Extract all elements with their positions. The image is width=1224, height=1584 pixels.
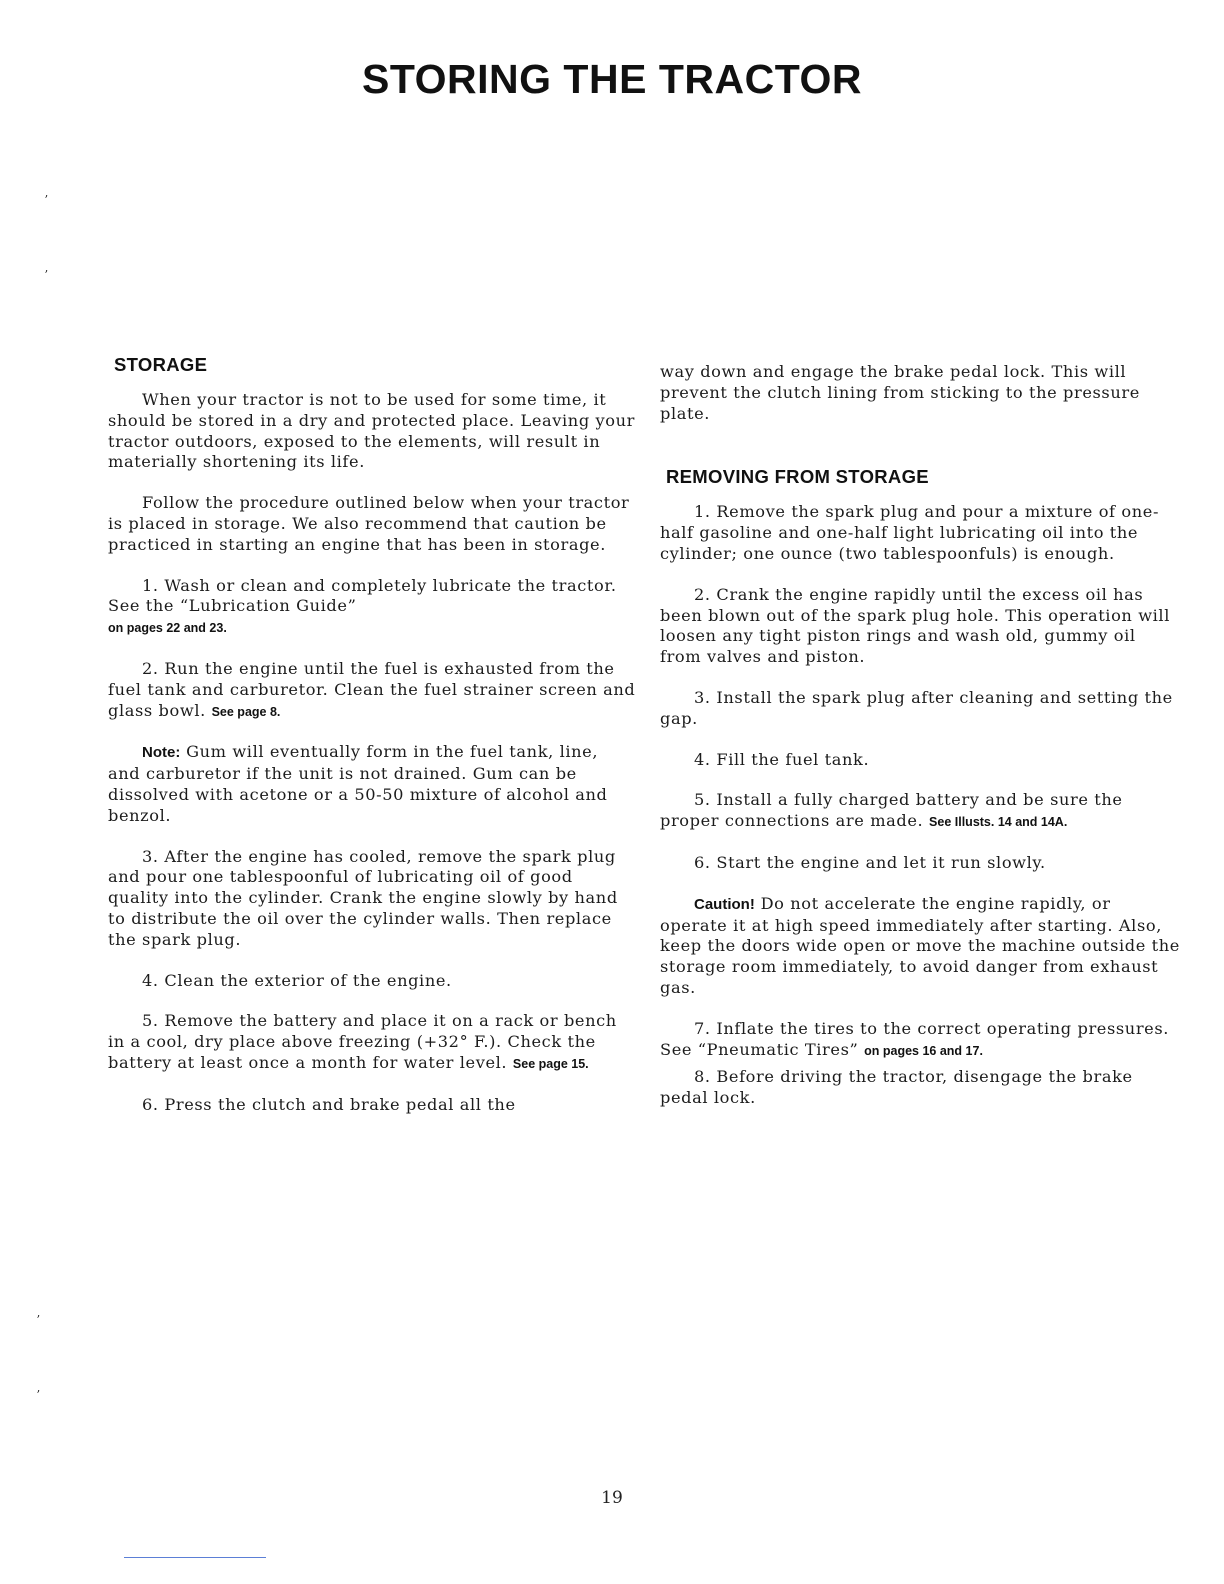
- paragraph-intro-1: When your tractor is not to be used for some time, it should be stored in a dry and protected place. Leaving your tractor outdoors, exposed to the elements, will result in materially shortening its life.: [108, 390, 635, 472]
- removal-step-5: 5. Install a fully charged battery and be sure the proper connections are made. See Illusts. 14 and 14A.: [660, 790, 1123, 831]
- section-heading-storage: STORAGE: [114, 354, 208, 375]
- section-heading-removing: REMOVING FROM STORAGE: [666, 466, 929, 488]
- page-reference: on pages 22 and 23.: [108, 621, 227, 636]
- storage-step-6: 6. Press the clutch and brake pedal all the: [142, 1094, 516, 1114]
- paragraph-intro-2: Follow the procedure outlined below when your tractor is placed in storage. We also recommend that caution be practiced in starting an engine that has been in storage.: [108, 493, 630, 554]
- page-reference: on pages 16 and 17.: [864, 1043, 983, 1058]
- removal-step-2: 2. Crank the engine rapidly until the excess oil has been blown out of the spark plug hole. This operation will loosen any tight piston rings and wash old, gummy oil from valves and piston.: [660, 584, 1170, 667]
- removal-step-8: 8. Before driving the tractor, disengage the brake pedal lock.: [660, 1067, 1133, 1108]
- footer-rule: [124, 1557, 266, 1558]
- scan-speck: ʼ: [44, 193, 48, 207]
- removal-caution: Caution! Do not accelerate the engine rapidly, or operate it at high speed immediately after starting. Also, keep the doors wide open or move the machine outside the storage room immediately, to avoid danger from exhaust gas.: [660, 893, 1180, 997]
- page-title: STORING THE TRACTOR: [362, 56, 862, 102]
- right-column: [660, 362, 1182, 1129]
- page-reference: See page 8.: [211, 704, 281, 719]
- scan-speck: ʼ: [36, 1313, 40, 1327]
- page-reference: See Illusts. 14 and 14A.: [929, 815, 1068, 830]
- storage-note: Note: Gum will eventually form in the fuel tank, line, and carburetor if the unit is not drained. Gum can be dissolved with acetone or a 50-50 mixture of alcohol and benzol.: [108, 742, 608, 825]
- storage-step-4: 4. Clean the exterior of the engine.: [142, 970, 452, 990]
- left-column: [108, 354, 636, 1136]
- page-number: 19: [601, 1488, 623, 1508]
- storage-step-6-continued: way down and engage the brake pedal lock. This will prevent the clutch lining from sticking to the pressure plate.: [660, 362, 1140, 423]
- storage-step-5: 5. Remove the battery and place it on a rack or bench in a cool, dry place above freezing (+32° F.). Check the battery at least once a month for water level. See page 15.: [108, 1011, 617, 1072]
- note-label: Note:: [142, 744, 181, 762]
- scan-speck: ʼ: [44, 268, 48, 282]
- storage-step-1: 1. Wash or clean and completely lubricate the tractor. See the “Lubrication Guide” on pages 22 and 23.: [108, 575, 617, 636]
- removal-step-1: 1. Remove the spark plug and pour a mixture of one-half gasoline and one-half light lubricating oil into the cylinder; one ounce (two tablespoonfuls) is enough.: [660, 502, 1160, 563]
- storage-step-3: 3. After the engine has cooled, remove the spark plug and pour one tablespoonful of lubricating oil of good quality into the cylinder. Crank the engine slowly by hand to distribute the oil over the cylinder walls. Then replace the spark plug.: [108, 846, 618, 949]
- removal-step-7: 7. Inflate the tires to the correct operating pressures. See “Pneumatic Tires” on pages 16 and 17.: [660, 1018, 1169, 1059]
- removal-step-4: 4. Fill the fuel tank.: [694, 749, 870, 769]
- page-reference: See page 15.: [512, 1056, 589, 1071]
- caution-label: Caution!: [694, 895, 755, 913]
- scan-speck: ʼ: [36, 1388, 40, 1402]
- removal-step-3: 3. Install the spark plug after cleaning and setting the gap.: [660, 687, 1173, 728]
- storage-step-2: 2. Run the engine until the fuel is exhausted from the fuel tank and carburetor. Clean the fuel strainer screen and glass bowl. See page 8.: [108, 658, 636, 720]
- removal-step-6: 6. Start the engine and let it run slowly.: [694, 852, 1046, 872]
